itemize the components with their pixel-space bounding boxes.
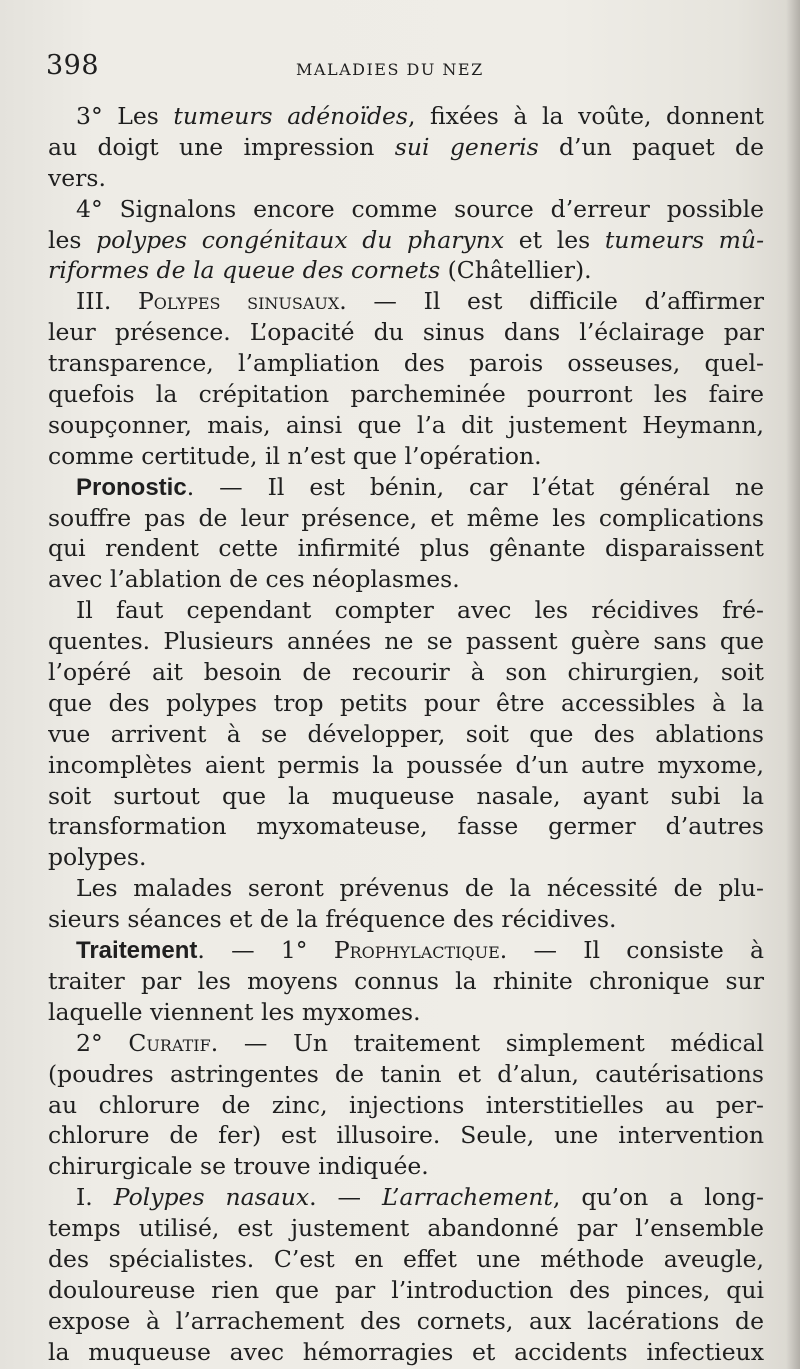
text-segment: laquelle viennent les myxomes. (48, 997, 421, 1026)
text-segment: qui rendent cette infirmité plus gênante disparaissent (48, 534, 764, 563)
text-segment: riformes de la queue des cornets (48, 256, 441, 285)
text-segment: . — Il consiste à (499, 936, 764, 965)
text-line (48, 1090, 764, 1121)
text-line (48, 472, 764, 503)
text-segment: . — Il est difficile d’affirmer (339, 287, 764, 316)
text-segment: et les (504, 225, 605, 254)
text-line (48, 533, 764, 564)
text-segment: (Châtellier). (440, 256, 592, 285)
text-segment: . — Il est bénin, car l’état général ne (186, 472, 764, 501)
text-segment: douloureuse rien que par l’introduction des pinces, qui (48, 1275, 764, 1304)
text-segment: souffre pas de leur présence, et même les complications (48, 503, 764, 532)
text-segment: sui generis (394, 132, 539, 161)
text-segment: tumeurs adénoïdes (173, 102, 408, 130)
text-line (48, 1275, 764, 1306)
text-segment: Les malades seront prévenus de la nécessité de plu- (76, 874, 764, 903)
text-segment: Polypes sinusaux (137, 287, 340, 316)
text-segment: L’arrachement (382, 1183, 553, 1212)
text-segment: . — (309, 1183, 383, 1212)
text-segment: temps utilisé, est justement abandonné par l’ensemble (48, 1214, 764, 1243)
text-line (48, 441, 764, 472)
text-segment: , fixées à la voûte, donnent (407, 102, 764, 130)
text-line (48, 781, 764, 812)
text-segment: , qu’on a long- (552, 1183, 764, 1212)
text-segment: tumeurs mû- (604, 225, 764, 254)
text-line (48, 595, 764, 626)
text-line (48, 1182, 764, 1213)
text-segment: . — 1° (197, 936, 334, 965)
text-line (48, 966, 764, 997)
text-line (48, 1244, 764, 1275)
text-segment: des spécialistes. C’est en effet une méthode aveugle, (48, 1244, 764, 1273)
section-heading: Traitement (76, 937, 198, 965)
text-segment: chlorure de fer) est illusoire. Seule, une intervention (48, 1121, 764, 1150)
text-segment: la muqueuse avec hémorragies et accidents infectieux (48, 1337, 764, 1366)
text-line (48, 719, 764, 750)
text-line (48, 379, 764, 410)
text-line (48, 657, 764, 688)
text-segment: Il faut cependant compter avec les récidives fré- (76, 596, 764, 625)
text-line (48, 750, 764, 781)
text-segment: polypes congénitaux du pharynx (96, 225, 505, 254)
text-line (48, 1213, 764, 1244)
text-segment: soupçonner, mais, ainsi que l’a dit justement Heymann, (48, 410, 764, 439)
text-line (48, 410, 764, 441)
text-segment: au doigt une impression (48, 132, 395, 161)
text-line (48, 564, 764, 595)
text-segment: au chlorure de zinc, injections interstitielles au per- (48, 1090, 764, 1119)
text-segment: 3° Les (76, 102, 174, 130)
text-segment: vue arrivent à se développer, soit que des ablations (48, 719, 764, 748)
page-gutter-shadow (786, 0, 800, 1369)
text-segment: polypes. (48, 843, 147, 872)
text-line (48, 194, 764, 225)
text-line (48, 997, 764, 1028)
text-line (48, 255, 764, 286)
text-segment: soit surtout que la muqueuse nasale, ayant subi la (48, 781, 764, 810)
text-line (48, 935, 764, 966)
text-line (48, 842, 764, 873)
text-segment: 4° Signalons encore comme source d’erreur possible (76, 194, 764, 223)
text-line (48, 626, 764, 657)
text-line (48, 132, 764, 163)
text-line (48, 503, 764, 534)
text-segment: avec l’ablation de ces néoplasmes. (48, 565, 460, 594)
text-segment: l’opéré ait besoin de recourir à son chirurgien, soit (48, 658, 764, 687)
text-segment: incomplètes aient permis la poussée d’un autre myxome, (48, 750, 764, 779)
text-line (48, 101, 764, 132)
page-number: 398 (46, 50, 100, 81)
text-line (48, 1306, 764, 1337)
text-segment: que des polypes trop petits pour être accessibles à la (48, 688, 764, 717)
text-line (48, 873, 764, 904)
text-segment: Polypes nasaux (113, 1183, 310, 1212)
body-text (48, 101, 764, 1368)
text-line (48, 163, 764, 194)
text-segment: d’un paquet de (538, 132, 764, 161)
text-line (48, 1120, 764, 1151)
text-line (48, 688, 764, 719)
page-header (46, 50, 760, 90)
text-segment: 2° (76, 1028, 129, 1057)
text-segment: expose à l’arrachement des cornets, aux lacérations de (48, 1306, 764, 1335)
text-segment: I. (76, 1183, 114, 1212)
text-line (48, 811, 764, 842)
text-segment: quentes. Plusieurs années ne se passent guère sans que (48, 627, 764, 656)
text-line (48, 317, 764, 348)
running-head: MALADIES DU NEZ (296, 60, 484, 79)
text-segment: transformation myxomateuse, fasse germer d’autres (48, 812, 764, 841)
text-segment: comme certitude, il n’est que l’opération. (48, 441, 542, 470)
text-segment: traiter par les moyens connus la rhinite chronique sur (48, 966, 764, 995)
text-line (48, 1059, 764, 1090)
text-segment: Curatif (128, 1028, 211, 1057)
text-segment: chirurgicale se trouve indiquée. (48, 1152, 429, 1181)
text-segment: sieurs séances et de la fréquence des récidives. (48, 905, 617, 934)
text-segment: transparence, l’ampliation des parois osseuses, quel- (48, 349, 764, 378)
text-line (48, 904, 764, 935)
text-line (48, 225, 764, 256)
text-line (48, 1028, 764, 1059)
text-line (48, 286, 764, 317)
text-segment: vers. (48, 163, 106, 192)
text-line (48, 1337, 764, 1368)
text-line (48, 348, 764, 379)
text-segment: . — Un traitement simplement médical (210, 1028, 764, 1057)
text-segment: Prophylactique (333, 936, 500, 965)
section-heading: Pronostic (76, 473, 187, 501)
text-segment: leur présence. L’opacité du sinus dans l’éclairage par (48, 318, 764, 347)
text-segment: III. (76, 287, 138, 316)
text-segment: les (48, 225, 97, 254)
text-segment: quefois la crépitation parcheminée pourront les faire (48, 380, 764, 409)
text-segment: (poudres astringentes de tanin et d’alun, cautérisations (48, 1059, 764, 1088)
text-line (48, 1151, 764, 1182)
